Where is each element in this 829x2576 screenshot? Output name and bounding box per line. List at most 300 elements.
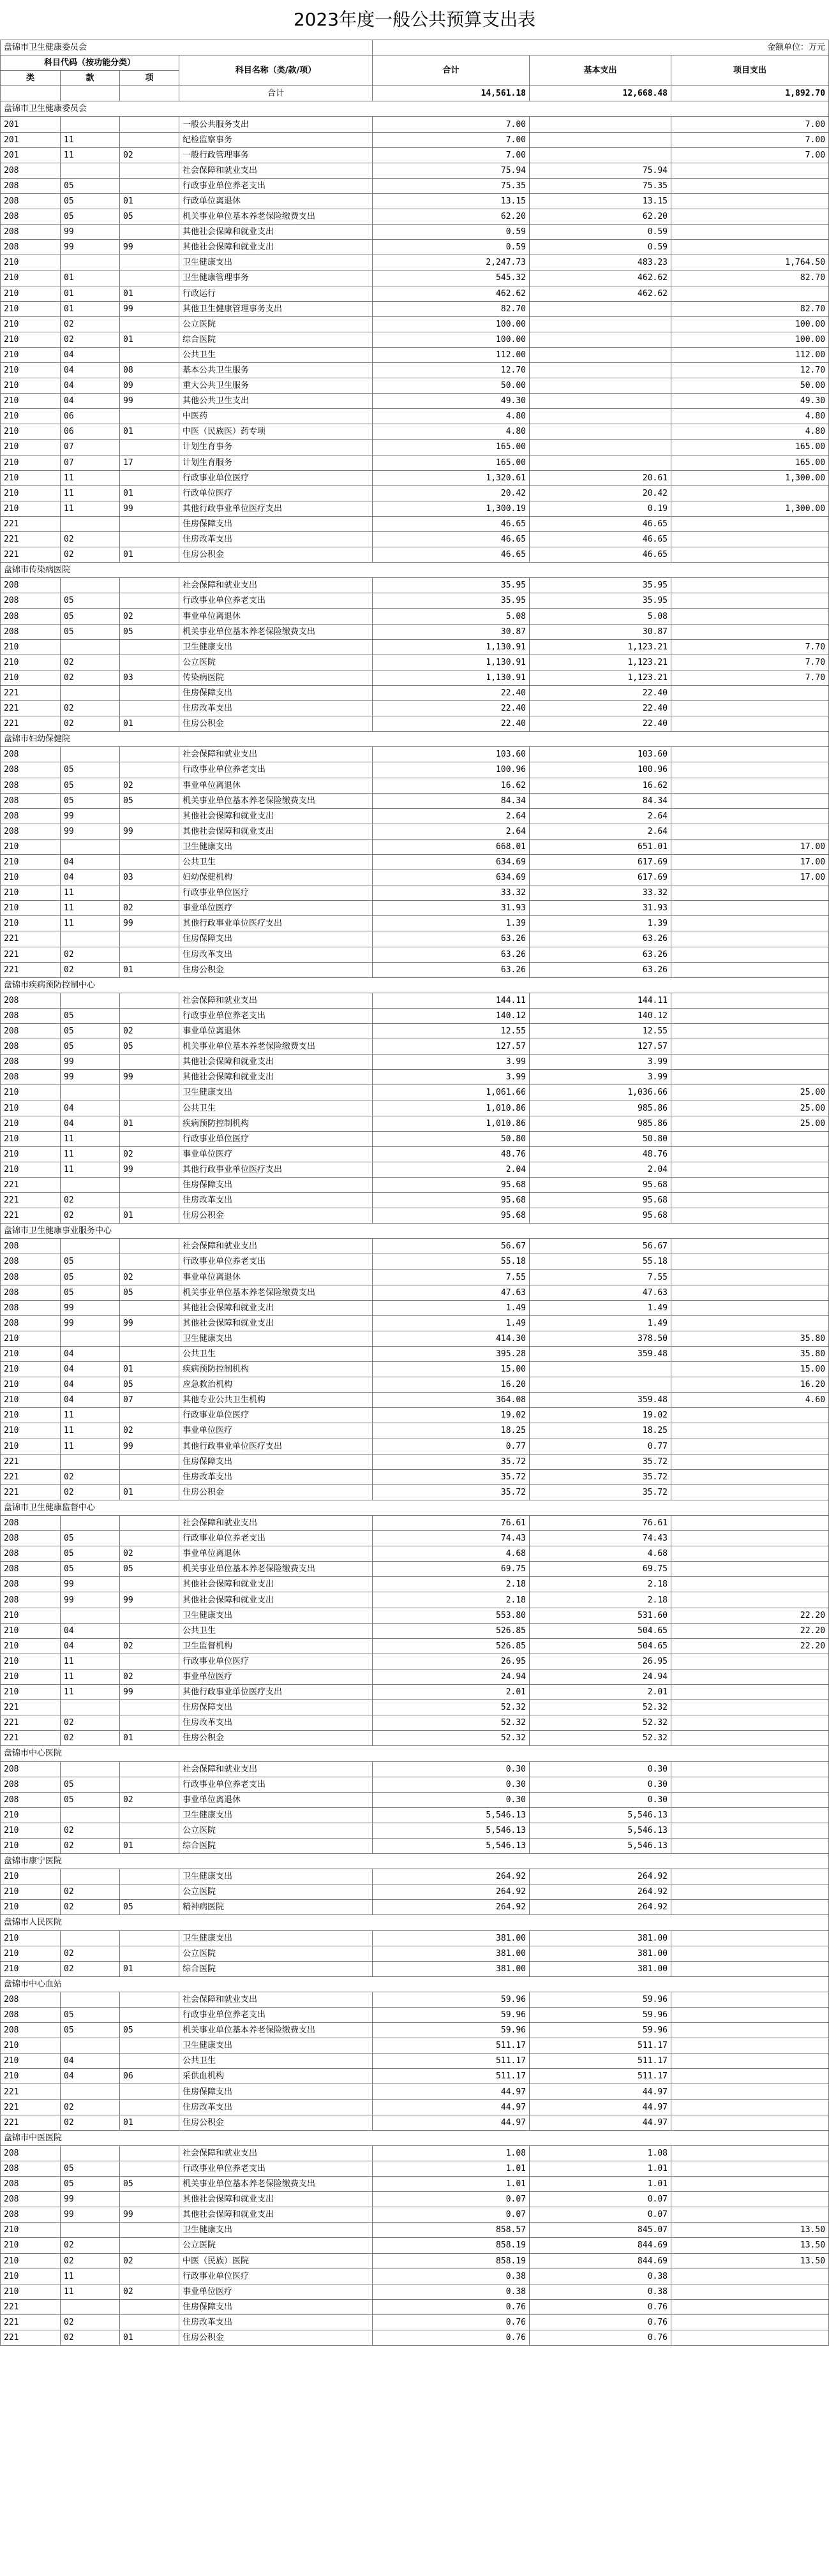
xiang-cell bbox=[120, 931, 179, 947]
total-cell: 1.01 bbox=[373, 2161, 530, 2176]
basic-cell: 264.92 bbox=[530, 1884, 671, 1900]
basic-cell: 844.69 bbox=[530, 2238, 671, 2253]
total-cell: 52.32 bbox=[373, 1715, 530, 1731]
basic-cell: 845.07 bbox=[530, 2223, 671, 2238]
header-kuan: 款 bbox=[61, 71, 120, 86]
project-cell bbox=[671, 2023, 829, 2038]
xiang-cell: 99 bbox=[120, 916, 179, 931]
subject-name-cell: 其他社会保障和就业支出 bbox=[179, 2192, 373, 2207]
lei-cell: 210 bbox=[1, 394, 61, 409]
total-cell: 0.30 bbox=[373, 1761, 530, 1777]
basic-cell: 511.17 bbox=[530, 2054, 671, 2069]
xiang-cell: 05 bbox=[120, 1377, 179, 1393]
subject-name-cell: 住房保障支出 bbox=[179, 685, 373, 700]
kuan-cell: 02 bbox=[61, 1823, 120, 1838]
total-cell: 264.92 bbox=[373, 1869, 530, 1884]
total-cell: 47.63 bbox=[373, 1285, 530, 1300]
total-cell: 0.30 bbox=[373, 1777, 530, 1792]
subject-name-cell: 住房改革支出 bbox=[179, 1469, 373, 1484]
project-cell bbox=[671, 1039, 829, 1055]
lei-cell: 210 bbox=[1, 455, 61, 470]
project-cell bbox=[671, 547, 829, 563]
xiang-cell: 01 bbox=[120, 2115, 179, 2130]
total-cell: 84.34 bbox=[373, 793, 530, 808]
total-cell: 50.00 bbox=[373, 378, 530, 394]
total-cell: 1.39 bbox=[373, 916, 530, 931]
table-row bbox=[1, 1961, 829, 1976]
kuan-cell: 05 bbox=[61, 793, 120, 808]
subject-name-cell: 卫生健康支出 bbox=[179, 2038, 373, 2054]
kuan-cell: 02 bbox=[61, 332, 120, 347]
project-cell: 17.00 bbox=[671, 839, 829, 854]
kuan-cell: 02 bbox=[61, 2099, 120, 2115]
xiang-cell bbox=[120, 1992, 179, 2007]
xiang-cell: 99 bbox=[120, 824, 179, 839]
xiang-cell bbox=[120, 2299, 179, 2314]
total-cell: 0.38 bbox=[373, 2284, 530, 2299]
xiang-cell bbox=[120, 470, 179, 485]
lei-cell: 208 bbox=[1, 1070, 61, 1085]
subject-name-cell: 住房改革支出 bbox=[179, 947, 373, 962]
total-cell: 264.92 bbox=[373, 1884, 530, 1900]
subject-name-cell: 公共卫生 bbox=[179, 2054, 373, 2069]
subject-name-cell: 住房公积金 bbox=[179, 1208, 373, 1224]
department-name: 盘锦市疾病预防控制中心 bbox=[1, 977, 829, 993]
project-cell bbox=[671, 1884, 829, 1900]
xiang-cell bbox=[120, 1930, 179, 1946]
basic-cell: 44.97 bbox=[530, 2084, 671, 2099]
xiang-cell: 02 bbox=[120, 2284, 179, 2299]
total-cell: 0.07 bbox=[373, 2207, 530, 2223]
lei-cell: 210 bbox=[1, 1393, 61, 1408]
table-row bbox=[1, 1731, 829, 1746]
subject-name-cell: 行政事业单位医疗 bbox=[179, 1654, 373, 1669]
table-row bbox=[1, 301, 829, 316]
kuan-cell: 05 bbox=[61, 1024, 120, 1039]
project-cell bbox=[671, 916, 829, 931]
xiang-cell bbox=[120, 440, 179, 455]
xiang-cell bbox=[120, 685, 179, 700]
kuan-cell: 04 bbox=[61, 1346, 120, 1361]
xiang-cell: 05 bbox=[120, 209, 179, 225]
table-row bbox=[1, 1315, 829, 1331]
basic-cell: 1.49 bbox=[530, 1300, 671, 1315]
subject-name-cell: 其他行政事业单位医疗支出 bbox=[179, 916, 373, 931]
total-cell: 511.17 bbox=[373, 2069, 530, 2084]
kuan-cell: 04 bbox=[61, 362, 120, 378]
project-cell bbox=[671, 1454, 829, 1469]
total-cell: 414.30 bbox=[373, 1331, 530, 1346]
basic-cell: 24.94 bbox=[530, 1669, 671, 1684]
table-row bbox=[1, 2269, 829, 2284]
total-cell: 69.75 bbox=[373, 1562, 530, 1577]
table-row bbox=[1, 624, 829, 639]
table-row bbox=[1, 2023, 829, 2038]
subject-name-cell: 事业单位离退休 bbox=[179, 1792, 373, 1807]
grand-total-amount: 14,561.18 bbox=[373, 86, 530, 101]
basic-cell: 22.40 bbox=[530, 701, 671, 716]
table-row bbox=[1, 870, 829, 885]
kuan-cell: 04 bbox=[61, 2069, 120, 2084]
grand-total-project: 1,892.70 bbox=[671, 86, 829, 101]
kuan-cell: 11 bbox=[61, 916, 120, 931]
basic-cell bbox=[530, 362, 671, 378]
total-cell: 100.96 bbox=[373, 762, 530, 778]
lei-cell: 210 bbox=[1, 885, 61, 901]
subject-name-cell: 其他社会保障和就业支出 bbox=[179, 1577, 373, 1592]
subject-name-cell: 卫生健康支出 bbox=[179, 1085, 373, 1100]
xiang-cell bbox=[120, 1777, 179, 1792]
basic-cell: 1.01 bbox=[530, 2161, 671, 2176]
basic-cell: 20.42 bbox=[530, 485, 671, 501]
total-cell: 95.68 bbox=[373, 1177, 530, 1192]
project-cell bbox=[671, 1930, 829, 1946]
basic-cell bbox=[530, 394, 671, 409]
xiang-cell: 02 bbox=[120, 1669, 179, 1684]
table-row bbox=[1, 225, 829, 240]
total-cell: 553.80 bbox=[373, 1608, 530, 1623]
kuan-cell: 02 bbox=[61, 1946, 120, 1961]
subject-name-cell: 住房公积金 bbox=[179, 716, 373, 732]
basic-cell: 0.76 bbox=[530, 2314, 671, 2330]
total-cell: 511.17 bbox=[373, 2038, 530, 2054]
total-cell: 62.20 bbox=[373, 209, 530, 225]
basic-cell: 63.26 bbox=[530, 962, 671, 977]
subject-name-cell: 其他社会保障和就业支出 bbox=[179, 225, 373, 240]
table-row bbox=[1, 240, 829, 255]
project-cell: 35.80 bbox=[671, 1331, 829, 1346]
basic-cell: 84.34 bbox=[530, 793, 671, 808]
total-cell: 5.08 bbox=[373, 609, 530, 624]
total-cell: 634.69 bbox=[373, 870, 530, 885]
project-cell bbox=[671, 1961, 829, 1976]
project-cell bbox=[671, 1516, 829, 1531]
total-cell: 59.96 bbox=[373, 2023, 530, 2038]
total-cell: 15.00 bbox=[373, 1362, 530, 1377]
table-row bbox=[1, 885, 829, 901]
subject-name-cell: 一般行政管理事务 bbox=[179, 147, 373, 163]
total-cell: 2.04 bbox=[373, 1162, 530, 1177]
xiang-cell bbox=[120, 947, 179, 962]
lei-cell: 210 bbox=[1, 255, 61, 270]
kuan-cell bbox=[61, 1454, 120, 1469]
xiang-cell bbox=[120, 316, 179, 332]
basic-cell: 0.77 bbox=[530, 1439, 671, 1454]
total-cell: 4.68 bbox=[373, 1546, 530, 1562]
xiang-cell: 99 bbox=[120, 1439, 179, 1454]
table-row bbox=[1, 670, 829, 685]
table-row bbox=[1, 516, 829, 531]
subject-name-cell: 行政事业单位养老支出 bbox=[179, 1008, 373, 1023]
subject-name-cell: 卫生健康管理事务 bbox=[179, 270, 373, 286]
kuan-cell: 05 bbox=[61, 193, 120, 209]
xiang-cell: 02 bbox=[120, 901, 179, 916]
total-cell: 22.40 bbox=[373, 716, 530, 732]
total-cell: 95.68 bbox=[373, 1193, 530, 1208]
kuan-cell bbox=[61, 516, 120, 531]
xiang-cell bbox=[120, 2223, 179, 2238]
total-cell: 264.92 bbox=[373, 1900, 530, 1915]
project-cell bbox=[671, 885, 829, 901]
basic-cell: 95.68 bbox=[530, 1177, 671, 1192]
total-cell: 75.35 bbox=[373, 178, 530, 193]
project-cell bbox=[671, 808, 829, 824]
basic-cell: 75.35 bbox=[530, 178, 671, 193]
total-cell: 381.00 bbox=[373, 1946, 530, 1961]
xiang-cell: 02 bbox=[120, 1423, 179, 1439]
subject-name-cell: 机关事业单位基本养老保险缴费支出 bbox=[179, 793, 373, 808]
kuan-cell bbox=[61, 639, 120, 655]
lei-cell: 221 bbox=[1, 1731, 61, 1746]
table-row bbox=[1, 547, 829, 563]
basic-cell: 0.59 bbox=[530, 240, 671, 255]
xiang-cell bbox=[120, 409, 179, 424]
kuan-cell: 02 bbox=[61, 1193, 120, 1208]
table-row bbox=[1, 1408, 829, 1423]
xiang-cell bbox=[120, 117, 179, 132]
xiang-cell: 99 bbox=[120, 301, 179, 316]
subject-name-cell: 社会保障和就业支出 bbox=[179, 747, 373, 762]
lei-cell: 221 bbox=[1, 547, 61, 563]
table-row bbox=[1, 931, 829, 947]
xiang-cell: 99 bbox=[120, 1592, 179, 1608]
xiang-cell bbox=[120, 655, 179, 670]
project-cell: 165.00 bbox=[671, 440, 829, 455]
subject-name-cell: 住房改革支出 bbox=[179, 2099, 373, 2115]
subject-name-cell: 卫生健康支出 bbox=[179, 639, 373, 655]
basic-cell: 0.30 bbox=[530, 1777, 671, 1792]
table-row bbox=[1, 2314, 829, 2330]
kuan-cell: 02 bbox=[61, 2253, 120, 2269]
table-row bbox=[1, 808, 829, 824]
department-name: 盘锦市康宁医院 bbox=[1, 1854, 829, 1869]
xiang-cell: 02 bbox=[120, 778, 179, 793]
kuan-cell: 05 bbox=[61, 2161, 120, 2176]
kuan-cell: 02 bbox=[61, 1838, 120, 1853]
total-cell: 59.96 bbox=[373, 2008, 530, 2023]
subject-name-cell: 机关事业单位基本养老保险缴费支出 bbox=[179, 1562, 373, 1577]
table-row bbox=[1, 1469, 829, 1484]
header-code-group: 科目代码（按功能分类） bbox=[1, 56, 179, 71]
kuan-cell: 11 bbox=[61, 1408, 120, 1423]
kuan-cell: 05 bbox=[61, 1546, 120, 1562]
table-row bbox=[1, 2099, 829, 2115]
subject-name-cell: 妇幼保健机构 bbox=[179, 870, 373, 885]
xiang-cell: 01 bbox=[120, 1116, 179, 1131]
xiang-cell: 99 bbox=[120, 1162, 179, 1177]
xiang-cell: 05 bbox=[120, 1562, 179, 1577]
lei-cell: 210 bbox=[1, 1162, 61, 1177]
xiang-cell: 99 bbox=[120, 1315, 179, 1331]
kuan-cell: 02 bbox=[61, 1961, 120, 1976]
kuan-cell bbox=[61, 163, 120, 178]
total-cell: 52.32 bbox=[373, 1700, 530, 1715]
basic-cell: 12.55 bbox=[530, 1024, 671, 1039]
subject-name-cell: 行政事业单位医疗 bbox=[179, 2269, 373, 2284]
lei-cell: 208 bbox=[1, 762, 61, 778]
kuan-cell: 04 bbox=[61, 870, 120, 885]
total-cell: 16.62 bbox=[373, 778, 530, 793]
kuan-cell bbox=[61, 2299, 120, 2314]
basic-cell: 20.61 bbox=[530, 470, 671, 485]
project-cell bbox=[671, 532, 829, 547]
table-row bbox=[1, 193, 829, 209]
lei-cell: 208 bbox=[1, 1546, 61, 1562]
table-row bbox=[1, 701, 829, 716]
project-cell bbox=[671, 1315, 829, 1331]
xiang-cell: 06 bbox=[120, 2069, 179, 2084]
table-row bbox=[1, 470, 829, 485]
table-row bbox=[1, 132, 829, 147]
basic-cell: 59.96 bbox=[530, 1992, 671, 2007]
basic-cell: 359.48 bbox=[530, 1393, 671, 1408]
lei-cell: 210 bbox=[1, 916, 61, 931]
subject-name-cell: 综合医院 bbox=[179, 1961, 373, 1976]
xiang-cell: 01 bbox=[120, 716, 179, 732]
project-cell bbox=[671, 1577, 829, 1592]
lei-cell: 221 bbox=[1, 2330, 61, 2345]
kuan-cell: 01 bbox=[61, 270, 120, 286]
department-row bbox=[1, 1854, 829, 1869]
table-row bbox=[1, 2145, 829, 2161]
basic-cell: 22.40 bbox=[530, 685, 671, 700]
basic-cell: 0.07 bbox=[530, 2192, 671, 2207]
basic-cell: 264.92 bbox=[530, 1900, 671, 1915]
project-cell: 82.70 bbox=[671, 270, 829, 286]
total-cell: 95.68 bbox=[373, 1208, 530, 1224]
total-cell: 20.42 bbox=[373, 485, 530, 501]
department-name: 盘锦市中医医院 bbox=[1, 2130, 829, 2145]
total-cell: 2.18 bbox=[373, 1592, 530, 1608]
subject-name-cell: 公立医院 bbox=[179, 2238, 373, 2253]
basic-cell: 140.12 bbox=[530, 1008, 671, 1023]
lei-cell: 210 bbox=[1, 485, 61, 501]
xiang-cell bbox=[120, 639, 179, 655]
subject-name-cell: 住房改革支出 bbox=[179, 2314, 373, 2330]
subject-name-cell: 住房公积金 bbox=[179, 547, 373, 563]
project-cell bbox=[671, 1731, 829, 1746]
basic-cell: 55.18 bbox=[530, 1254, 671, 1269]
table-row bbox=[1, 1377, 829, 1393]
table-row bbox=[1, 1254, 829, 1269]
kuan-cell bbox=[61, 1608, 120, 1623]
lei-cell: 210 bbox=[1, 639, 61, 655]
subject-name-cell: 住房保障支出 bbox=[179, 2299, 373, 2314]
basic-cell: 5,546.13 bbox=[530, 1823, 671, 1838]
subject-name-cell: 计划生育服务 bbox=[179, 455, 373, 470]
xiang-cell bbox=[120, 2008, 179, 2023]
table-row bbox=[1, 1393, 829, 1408]
lei-cell: 221 bbox=[1, 947, 61, 962]
kuan-cell: 02 bbox=[61, 701, 120, 716]
department-row bbox=[1, 1500, 829, 1515]
xiang-cell: 99 bbox=[120, 240, 179, 255]
project-cell bbox=[671, 578, 829, 593]
subject-name-cell: 公立医院 bbox=[179, 1823, 373, 1838]
xiang-cell bbox=[120, 2054, 179, 2069]
subject-name-cell: 卫生健康支出 bbox=[179, 839, 373, 854]
table-row bbox=[1, 1177, 829, 1192]
lei-cell: 221 bbox=[1, 1469, 61, 1484]
total-cell: 3.99 bbox=[373, 1055, 530, 1070]
total-cell: 3.99 bbox=[373, 1070, 530, 1085]
kuan-cell: 11 bbox=[61, 1669, 120, 1684]
basic-cell: 378.50 bbox=[530, 1331, 671, 1346]
basic-cell: 511.17 bbox=[530, 2069, 671, 2084]
lei-cell: 208 bbox=[1, 193, 61, 209]
xiang-cell bbox=[120, 1254, 179, 1269]
kuan-cell: 02 bbox=[61, 1469, 120, 1484]
subject-name-cell: 基本公共卫生服务 bbox=[179, 362, 373, 378]
project-cell bbox=[671, 193, 829, 209]
total-cell: 112.00 bbox=[373, 347, 530, 362]
xiang-cell bbox=[120, 1516, 179, 1531]
subject-name-cell: 住房改革支出 bbox=[179, 532, 373, 547]
lei-cell: 210 bbox=[1, 316, 61, 332]
subject-name-cell: 住房保障支出 bbox=[179, 2084, 373, 2099]
total-cell: 0.07 bbox=[373, 2192, 530, 2207]
subject-name-cell: 行政事业单位养老支出 bbox=[179, 1531, 373, 1546]
project-cell bbox=[671, 1439, 829, 1454]
xiang-cell bbox=[120, 593, 179, 609]
table-row bbox=[1, 2207, 829, 2223]
subject-name-cell: 住房公积金 bbox=[179, 1484, 373, 1500]
subject-name-cell: 机关事业单位基本养老保险缴费支出 bbox=[179, 209, 373, 225]
subject-name-cell: 机关事业单位基本养老保险缴费支出 bbox=[179, 2177, 373, 2192]
table-row bbox=[1, 1546, 829, 1562]
basic-cell: 381.00 bbox=[530, 1930, 671, 1946]
xiang-cell: 99 bbox=[120, 2207, 179, 2223]
basic-cell: 2.64 bbox=[530, 808, 671, 824]
kuan-cell: 99 bbox=[61, 1577, 120, 1592]
project-cell: 25.00 bbox=[671, 1085, 829, 1100]
xiang-cell: 99 bbox=[120, 1070, 179, 1085]
total-cell: 1,130.91 bbox=[373, 639, 530, 655]
subject-name-cell: 事业单位离退休 bbox=[179, 1546, 373, 1562]
kuan-cell: 99 bbox=[61, 240, 120, 255]
kuan-cell bbox=[61, 255, 120, 270]
project-cell bbox=[671, 1300, 829, 1315]
table-row bbox=[1, 1838, 829, 1853]
table-row bbox=[1, 2038, 829, 2054]
table-row bbox=[1, 1577, 829, 1592]
total-cell: 63.26 bbox=[373, 947, 530, 962]
subject-name-cell: 其他卫生健康管理事务支出 bbox=[179, 301, 373, 316]
kuan-cell bbox=[61, 1331, 120, 1346]
project-cell bbox=[671, 2299, 829, 2314]
basic-cell: 26.95 bbox=[530, 1654, 671, 1669]
total-cell: 1,300.19 bbox=[373, 501, 530, 516]
lei-cell: 208 bbox=[1, 1516, 61, 1531]
subject-name-cell: 住房保障支出 bbox=[179, 931, 373, 947]
subject-name-cell: 其他社会保障和就业支出 bbox=[179, 1055, 373, 1070]
project-cell bbox=[671, 624, 829, 639]
xiang-cell: 01 bbox=[120, 547, 179, 563]
xiang-cell bbox=[120, 1823, 179, 1838]
lei-cell: 210 bbox=[1, 378, 61, 394]
basic-cell: 1.49 bbox=[530, 1315, 671, 1331]
kuan-cell: 05 bbox=[61, 1777, 120, 1792]
project-cell bbox=[671, 2314, 829, 2330]
subject-name-cell: 综合医院 bbox=[179, 332, 373, 347]
department-name: 盘锦市卫生健康事业服务中心 bbox=[1, 1224, 829, 1239]
subject-name-cell: 事业单位离退休 bbox=[179, 1024, 373, 1039]
grand-total-row bbox=[1, 86, 829, 101]
total-cell: 511.17 bbox=[373, 2054, 530, 2069]
basic-cell: 47.63 bbox=[530, 1285, 671, 1300]
subject-name-cell: 行政事业单位医疗 bbox=[179, 1408, 373, 1423]
total-cell: 5,546.13 bbox=[373, 1807, 530, 1823]
